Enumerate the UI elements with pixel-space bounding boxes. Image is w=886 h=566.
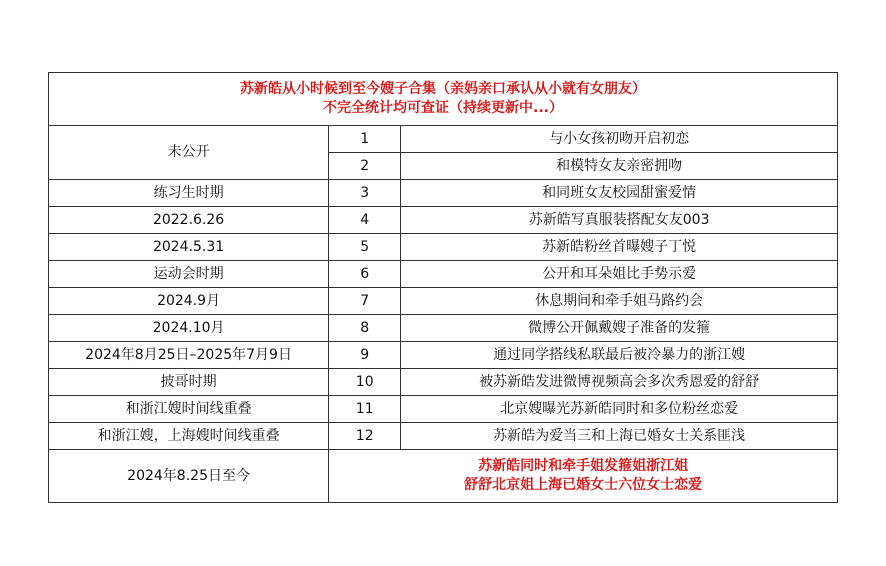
number-cell: 3 xyxy=(329,180,401,207)
description-cell: 通过同学搭线私联最后被冷暴力的浙江嫂 xyxy=(401,342,838,369)
time-cell: 2024.5.31 xyxy=(49,234,329,261)
description-cell: 休息期间和牵手姐马路约会 xyxy=(401,288,838,315)
summary-description-cell xyxy=(329,450,838,503)
time-cell: 练习生时期 xyxy=(49,180,329,207)
table-header xyxy=(49,73,838,126)
time-cell: 和浙江嫂，上海嫂时间线重叠 xyxy=(49,423,329,450)
number-cell: 11 xyxy=(329,396,401,423)
table-row xyxy=(49,315,838,342)
time-cell: 和浙江嫂时间线重叠 xyxy=(49,396,329,423)
table-row xyxy=(49,288,838,315)
number-cell: 7 xyxy=(329,288,401,315)
time-cell: 运动会时期 xyxy=(49,261,329,288)
summary-line-1: 苏新皓同时和牵手姐发箍姐浙江姐 xyxy=(478,458,689,474)
summary-row xyxy=(49,450,838,503)
time-cell: 2024.10月 xyxy=(49,315,329,342)
time-cell: 2022.6.26 xyxy=(49,207,329,234)
number-cell: 2 xyxy=(329,153,401,180)
header-subtitle: 不完全统计均可查证（持续更新中...） xyxy=(323,100,563,116)
number-cell: 1 xyxy=(329,126,401,153)
time-cell: 披哥时期 xyxy=(49,369,329,396)
table-row xyxy=(49,369,838,396)
description-cell: 被苏新皓发进微博视频高会多次秀恩爱的舒舒 xyxy=(401,369,838,396)
description-cell: 微博公开佩戴嫂子准备的发箍 xyxy=(401,315,838,342)
table-row xyxy=(49,234,838,261)
description-cell: 和同班女友校园甜蜜爱情 xyxy=(401,180,838,207)
number-cell: 12 xyxy=(329,423,401,450)
time-cell: 未公开 xyxy=(49,126,329,180)
number-cell: 4 xyxy=(329,207,401,234)
number-cell: 9 xyxy=(329,342,401,369)
number-cell: 5 xyxy=(329,234,401,261)
description-cell: 公开和耳朵姐比手势示爱 xyxy=(401,261,838,288)
description-cell: 与小女孩初吻开启初恋 xyxy=(401,126,838,153)
number-cell: 8 xyxy=(329,315,401,342)
description-cell: 苏新皓粉丝首曝嫂子丁悦 xyxy=(401,234,838,261)
compilation-table xyxy=(48,72,838,503)
table-row xyxy=(49,342,838,369)
table-row xyxy=(49,207,838,234)
time-cell: 2024.9月 xyxy=(49,288,329,315)
time-cell: 2024年8月25日–2025年7月9日 xyxy=(49,342,329,369)
summary-line-2: 舒舒北京姐上海已婚女士六位女士恋爱 xyxy=(464,477,703,493)
table-row xyxy=(49,396,838,423)
description-cell: 苏新皓写真服装搭配女友003 xyxy=(401,207,838,234)
compilation-table-container xyxy=(48,72,838,503)
table-row xyxy=(49,180,838,207)
description-cell: 苏新皓为爱当三和上海已婚女士关系匪浅 xyxy=(401,423,838,450)
description-cell: 和模特女友亲密拥吻 xyxy=(401,153,838,180)
table-row xyxy=(49,261,838,288)
summary-time-cell: 2024年8.25日至今 xyxy=(49,450,329,503)
number-cell: 10 xyxy=(329,369,401,396)
description-cell: 北京嫂曝光苏新皓同时和多位粉丝恋爱 xyxy=(401,396,838,423)
table-row xyxy=(49,423,838,450)
table-row xyxy=(49,126,838,153)
number-cell: 6 xyxy=(329,261,401,288)
header-title: 苏新皓从小时候到至今嫂子合集（亲妈亲口承认从小就有女朋友） xyxy=(240,81,646,97)
